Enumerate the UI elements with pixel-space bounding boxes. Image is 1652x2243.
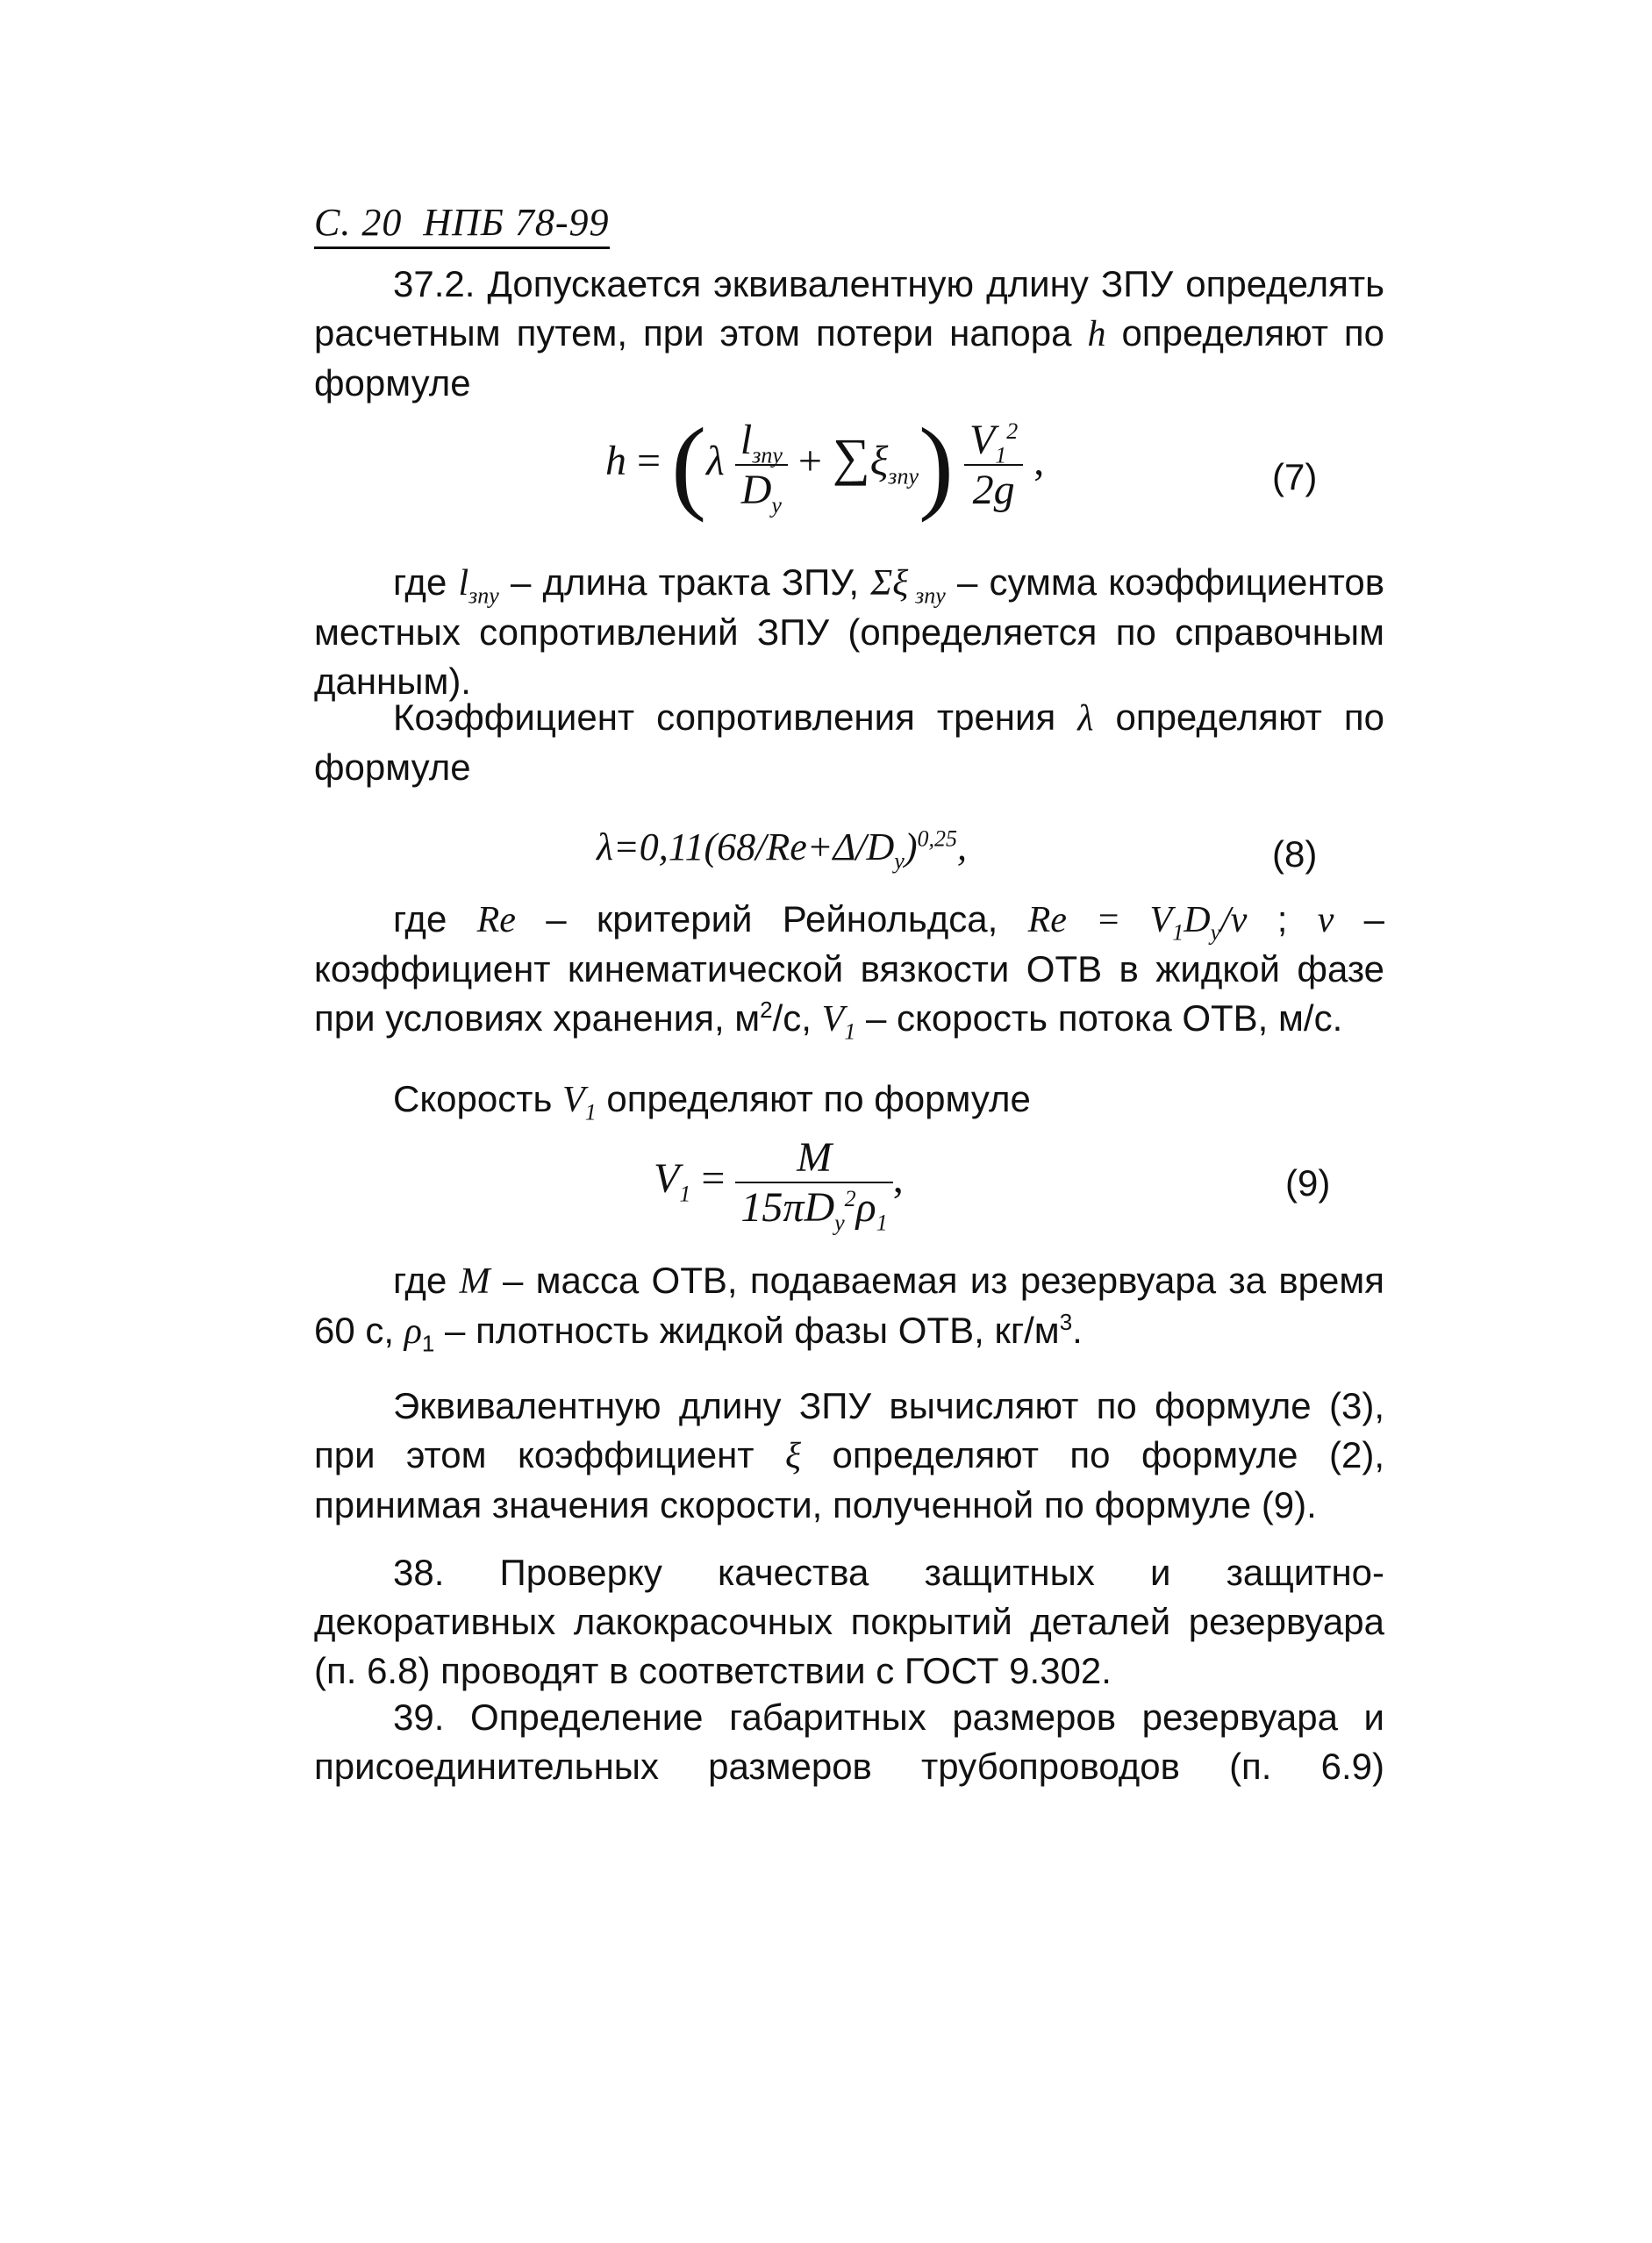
paragraph-38: 38. Проверку качества защитных и защитно-декоративных лакокрасочных покрытий деталей резервуара (п. 6.8) проводят в соответствии с ГОСТ 9.302. bbox=[314, 1552, 1384, 1691]
equation-number-8: (8) bbox=[1272, 833, 1318, 875]
paragraph-equivalent-length: Эквивалентную длину ЗПУ вычисляют по формуле (3), при этом коэффициент ξ определяют по формуле (2), принимая значения скорости, полученной по формуле (9). bbox=[314, 1385, 1385, 1525]
paragraph-37-2: 37.2. Допускается эквивалентную длину ЗПУ определять расчетным путем, при этом потери напора h определяют по формуле bbox=[314, 263, 1385, 404]
formula-7: h = (λ $\frac{l_{зпу}}{D_у}$ + $\sum\xi_{зпу}$) $\frac{V_1^2}{2g}$ , bbox=[605, 406, 1045, 523]
paragraph-friction: Коэффициент сопротивления трения λ определяют по формуле bbox=[314, 696, 1385, 788]
equation-number-9: (9) bbox=[1285, 1162, 1331, 1204]
formula-8: $\lambda=0,11(68/Re+\Delta/D_у)^{0,25}$, bbox=[597, 825, 967, 874]
formula-9: $V_1$ = $\frac{M}{15\pi D_у^2\rho_1}$ , bbox=[654, 1134, 904, 1236]
paragraph-39: 39. Определение габаритных размеров резервуара и присоединительных размеров трубопроводов (п. 6.9) bbox=[314, 1697, 1384, 1787]
equation-number-7: (7) bbox=[1272, 456, 1318, 497]
page-header: С. 20 НПБ 78-99 bbox=[314, 200, 610, 249]
paragraph-where-9: где M – масса ОТВ, подаваемая из резервуара за время 60 с, $\rho_1$ – плотность жидкой фазы ОТВ, $кг/м^3$. bbox=[314, 1260, 1385, 1357]
paragraph-speed: Скорость $V_1$ определяют по формуле bbox=[393, 1078, 1031, 1125]
paragraph-where-8: где Re – критерий Рейнольдса, $Re = V_1D_у/\nu$ ; ν – коэффициент кинематической вязкости ОТВ в жидкой фазе при условиях хранения, $м^2/с$, $V_1$ – скорость потока ОТВ, м/с. bbox=[314, 898, 1385, 1045]
paragraph-where-7: где $l_{зпу}$ – длина тракта ЗПУ, Σξ $_{зпу}$ – сумма коэффициентов местных сопротивлений ЗПУ (определяется по справочным данным). bbox=[314, 561, 1385, 702]
